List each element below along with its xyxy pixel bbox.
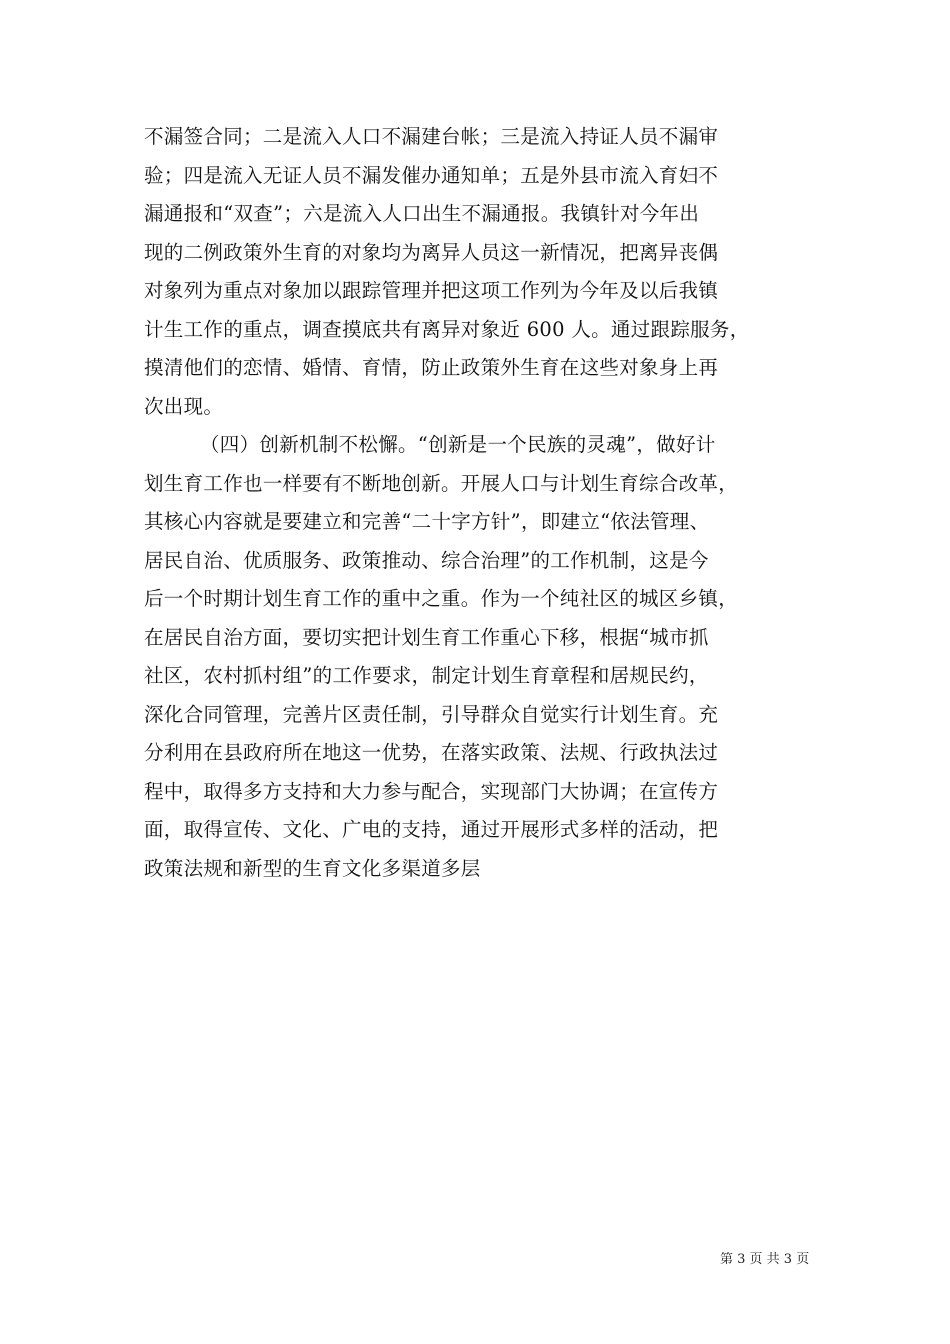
text-line: 面，取得宣传、文化、广电的支持，通过开展形式多样的活动，把 — [144, 818, 719, 841]
paragraph-start-line: （四）创新机制不松懈。“创新是一个民族的灵魂”，做好计 — [200, 433, 716, 456]
text-line: 不漏签合同；二是流入人口不漏建台帐；三是流入持证人员不漏审 — [144, 125, 719, 148]
text-line: 其核心内容就是要建立和完善“二十字方针”，即建立“依法管理、 — [144, 510, 710, 533]
text-line: 政策法规和新型的生育文化多渠道多层 — [144, 856, 481, 880]
text-line: 社区，农村抓村组”的工作要求，制定计划生育章程和居规民约， — [144, 664, 709, 687]
text-line: 次出现。 — [144, 394, 224, 418]
text-line: 验；四是流入无证人员不漏发催办通知单；五是外县市流入育妇不 — [144, 163, 719, 187]
text-line: 现的二例政策外生育的对象均为离异人员这一新情况，把离异丧偶 — [144, 240, 719, 264]
text-line: 居民自治、优质服务、政策推动、综合治理”的工作机制，这是今 — [144, 548, 709, 572]
body-text — [144, 118, 824, 888]
text-line: 对象列为重点对象加以跟踪管理并把这项工作列为今年及以后我镇 — [144, 279, 719, 302]
page-number-footer: 第 3 页 共 3 页 — [720, 1252, 810, 1267]
text-line: 在居民自治方面，要切实把计划生育工作重心下移，根据“城市抓 — [144, 625, 709, 649]
text-line: 摸清他们的恋情、婚情、育情，防止政策外生育在这些对象身上再 — [144, 356, 719, 379]
text-line: 漏通报和“双查”；六是流入人口出生不漏通报。我镇针对今年出 — [144, 202, 700, 225]
text-line: 后一个时期计划生育工作的重中之重。作为一个纯社区的城区乡镇， — [144, 587, 739, 610]
text-line: 程中，取得多方支持和大力参与配合，实现部门大协调；在宣传方 — [144, 779, 719, 803]
text-line: 划生育工作也一样要有不断地创新。开展人口与计划生育综合改革， — [144, 471, 739, 495]
text-line: 分利用在县政府所在地这一优势，在落实政策、法规、行政执法过 — [144, 741, 719, 764]
text-line: 深化合同管理，完善片区责任制，引导群众自觉实行计划生育。充 — [144, 702, 719, 726]
text-line: 计生工作的重点，调查摸底共有离异对象近 600 人。通过跟踪服务， — [144, 317, 750, 341]
